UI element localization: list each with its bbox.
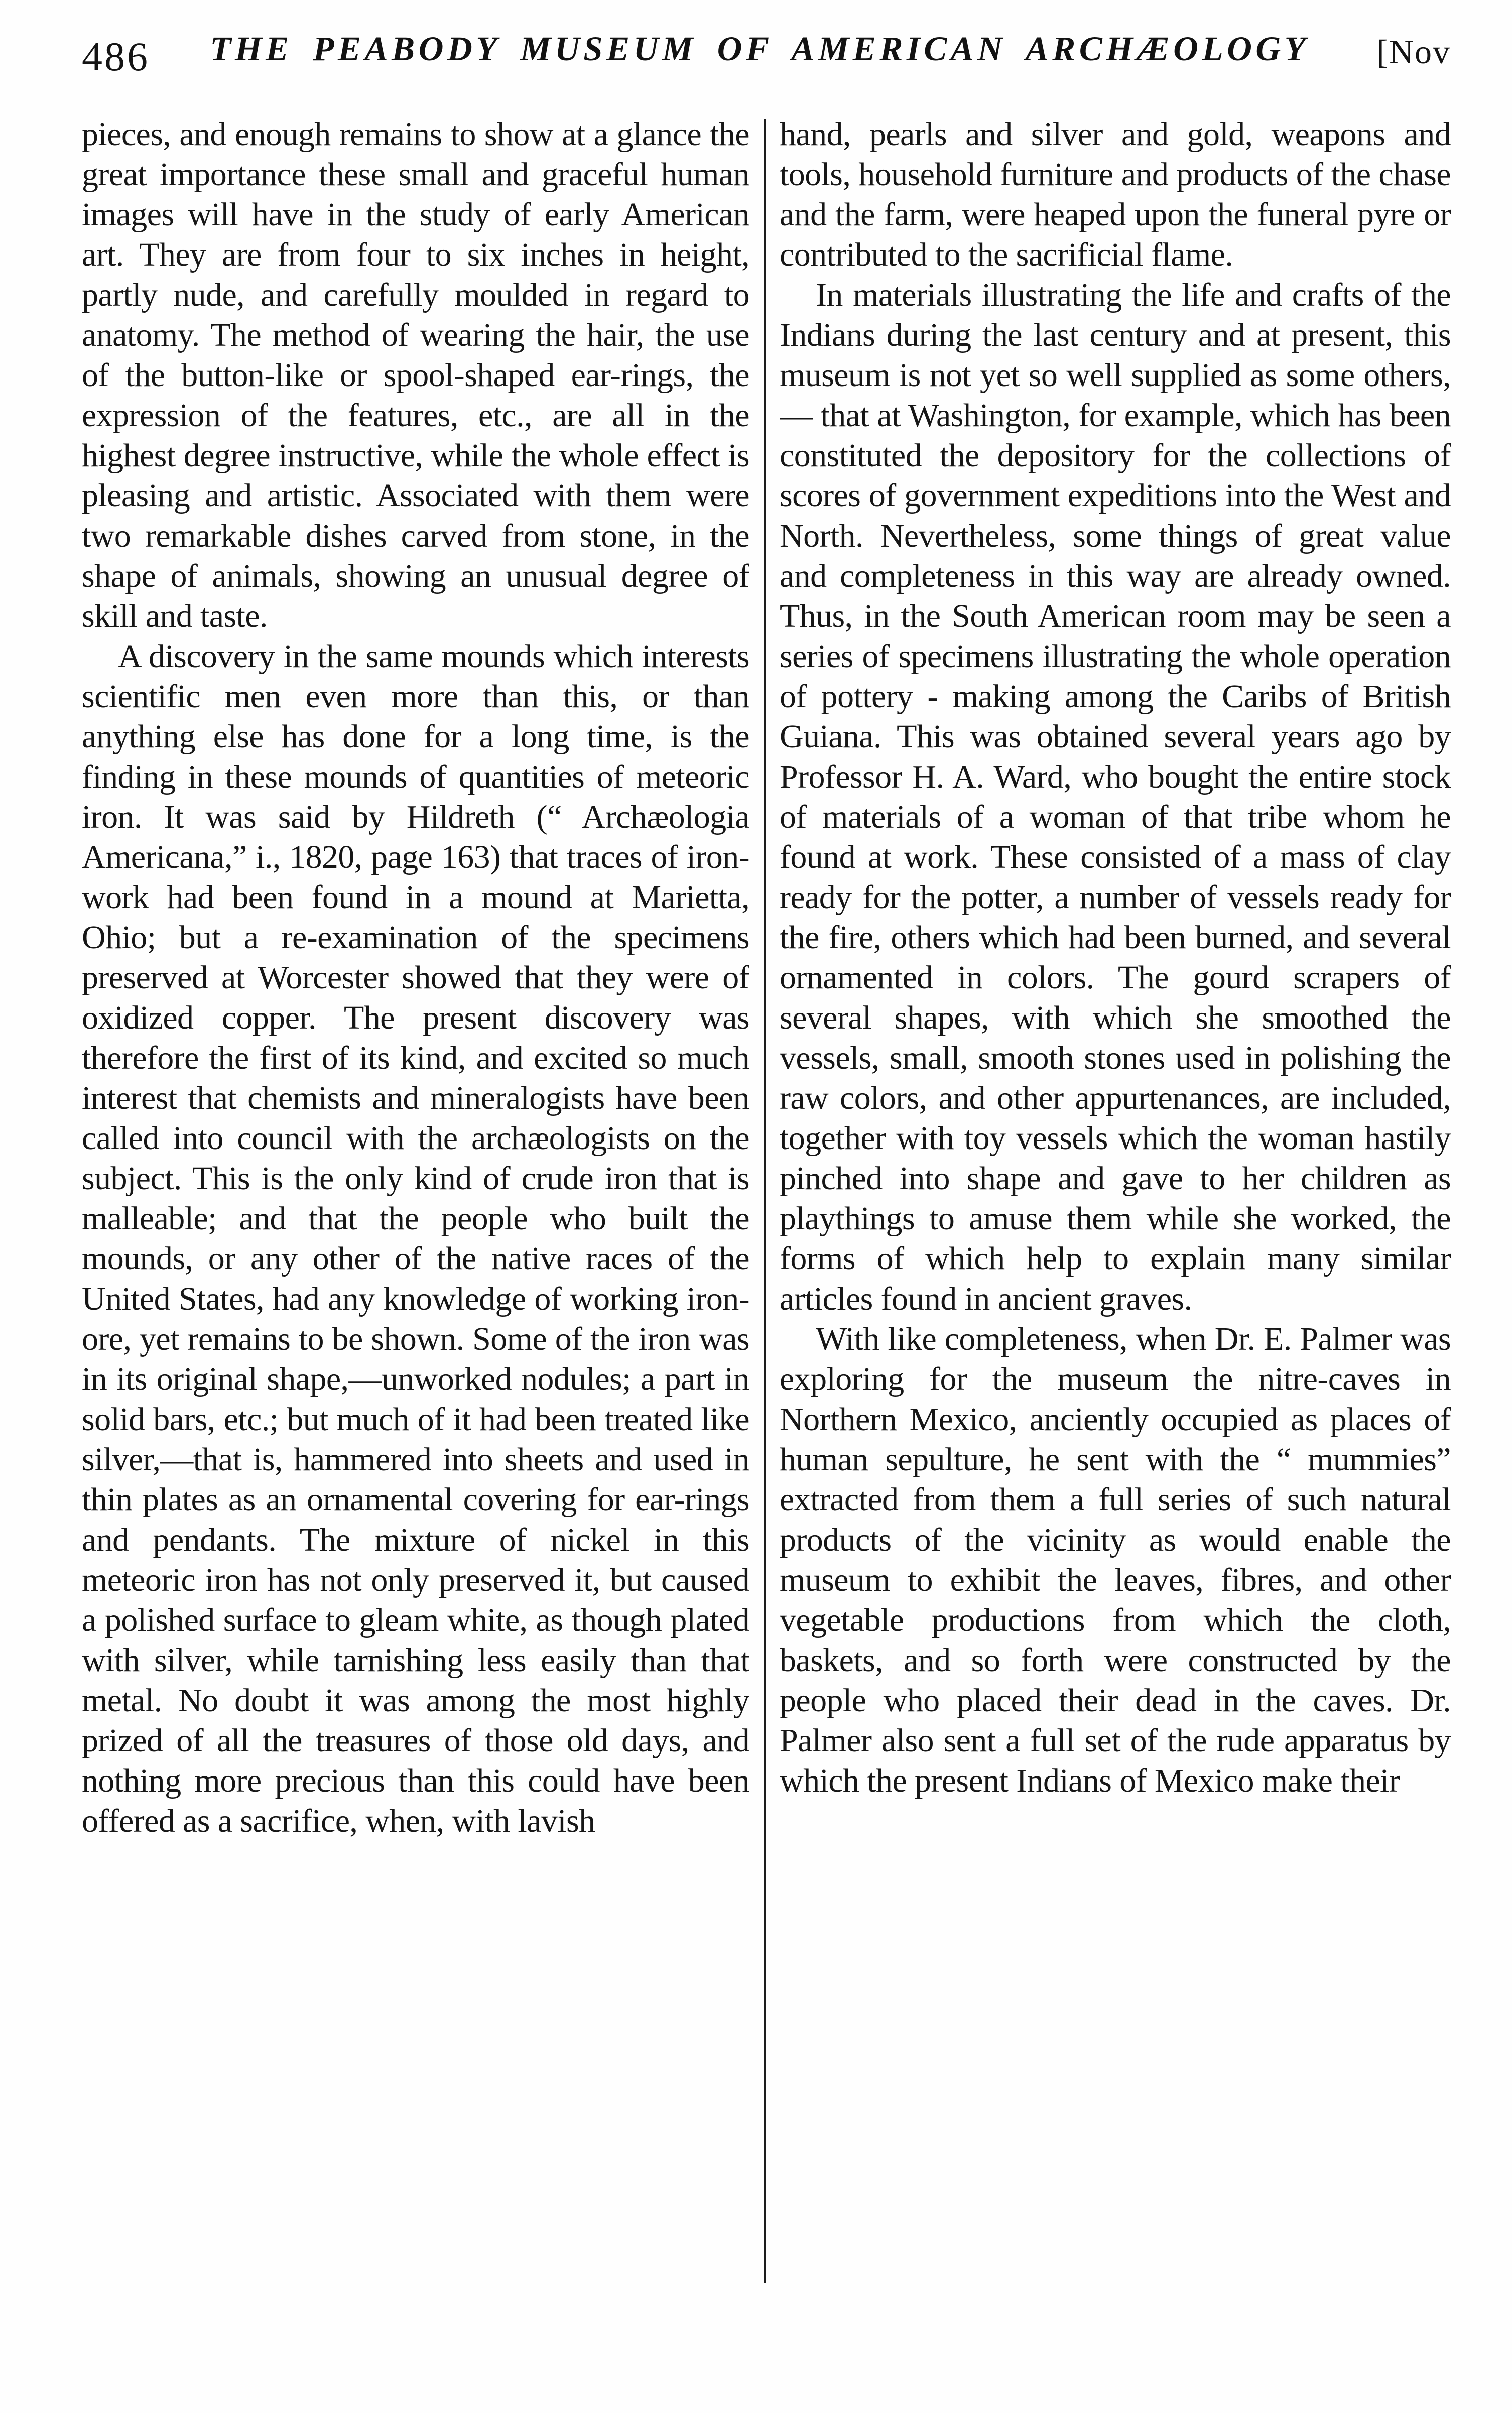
paragraph: With like completeness, when Dr. E. Palmer was exploring for the museum the nitre-caves in Northern Mexico, anciently occupied as places of human sepulture, he sent with the “ mummies” extracted from them a full series of such natural products of the vicinity as would enable the museum to exhibit the leaves, fibres, and other vegetable productions from which the cloth, baskets, and so forth were constructed by the people who placed their dead in the caves. Dr. Palmer also sent a full set of the rude apparatus by which the present Indians of Mexico make their — [780, 1321, 1451, 1799]
right-column — [780, 114, 1451, 2288]
running-title: THE PEABODY MUSEUM OF AMERICAN ARCHÆOLOGY — [210, 30, 1310, 68]
page-number: 486 — [82, 34, 150, 79]
running-head — [82, 29, 1451, 84]
left-column — [82, 114, 749, 2288]
paragraph: hand, pearls and silver and gold, weapons and tools, household furniture and products of the chase and the farm, were heaped upon the funeral pyre or contributed to the sacrificial flame. — [780, 116, 1451, 273]
paragraph: pieces, and enough remains to show at a glance the great importance these small and graceful human images will have in the study of early American art. They are from four to six inches in height, partly nude, and carefully moulded in regard to anatomy. The method of wearing the hair, the use of the button-like or spool-shaped ear-rings, the expression of the features, etc., are all in the highest degree instructive, while the whole effect is pleasing and artistic. Associated with them were two remarkable dishes carved from stone, in the shape of animals, showing an unusual degree of skill and taste. — [82, 116, 749, 634]
issue-month-label: [Nov — [1376, 33, 1451, 71]
paragraph: A discovery in the same mounds which interests scientific men even more than this, or than anything else has done for a long time, is the finding in these mounds of quantities of meteoric iron. It was said by Hildreth (“ Archæologia Americana,” i., 1820, page 163) that traces of iron-work had been found in a mound at Marietta, Ohio; but a re-examination of the specimens preserved at Worcester showed that they were of oxidized copper. The present discovery was therefore the first of its kind, and excited so much interest that chemists and mineralogists have been called into council with the archæologists on the subject. This is the only kind of crude iron that is malleable; and that the people who built the mounds, or any other of the native races of the United States, had any knowledge of working iron-ore, yet remains to be shown. Some of the iron was in its original shape,—unworked nodules; a part in solid bars, etc.; but much of it had been treated like silver,—that is, hammered into sheets and used in thin plates as an ornamental covering for ear-rings and pendants. The mixture of nickel in this meteoric iron has not only preserved it, but caused a polished surface to gleam white, as though plated with silver, while tarnishing less easily than that metal. No doubt it was among the most highly prized of all the treasures of those old days, and nothing more precious than this could have been offered as a sacrifice, when, with lavish — [82, 638, 749, 1839]
paragraph: In materials illustrating the life and crafts of the Indians during the last century and at present, this museum is not yet so well supplied as some others, — that at Washington, for example, which has been constituted the depository for the collections of scores of government expeditions into the West and North. Nevertheless, some things of great value and completeness in this way are already owned. Thus, in the South American room may be seen a series of specimens illustrating the whole operation of pottery - making among the Caribs of British Guiana. This was obtained several years ago by Professor H. A. Ward, who bought the entire stock of materials of a woman of that tribe whom he found at work. These consisted of a mass of clay ready for the potter, a number of vessels ready for the fire, others which had been burned, and several ornamented in colors. The gourd scrapers of several shapes, with which she smoothed the vessels, small, smooth stones used in polishing the raw colors, and other appurtenances, are included, together with toy vessels which the woman hastily pinched into shape and gave to her children as playthings to amuse them while she worked, the forms of which help to explain many similar articles found in ancient graves. — [780, 277, 1451, 1317]
column-divider-rule — [764, 119, 766, 2283]
